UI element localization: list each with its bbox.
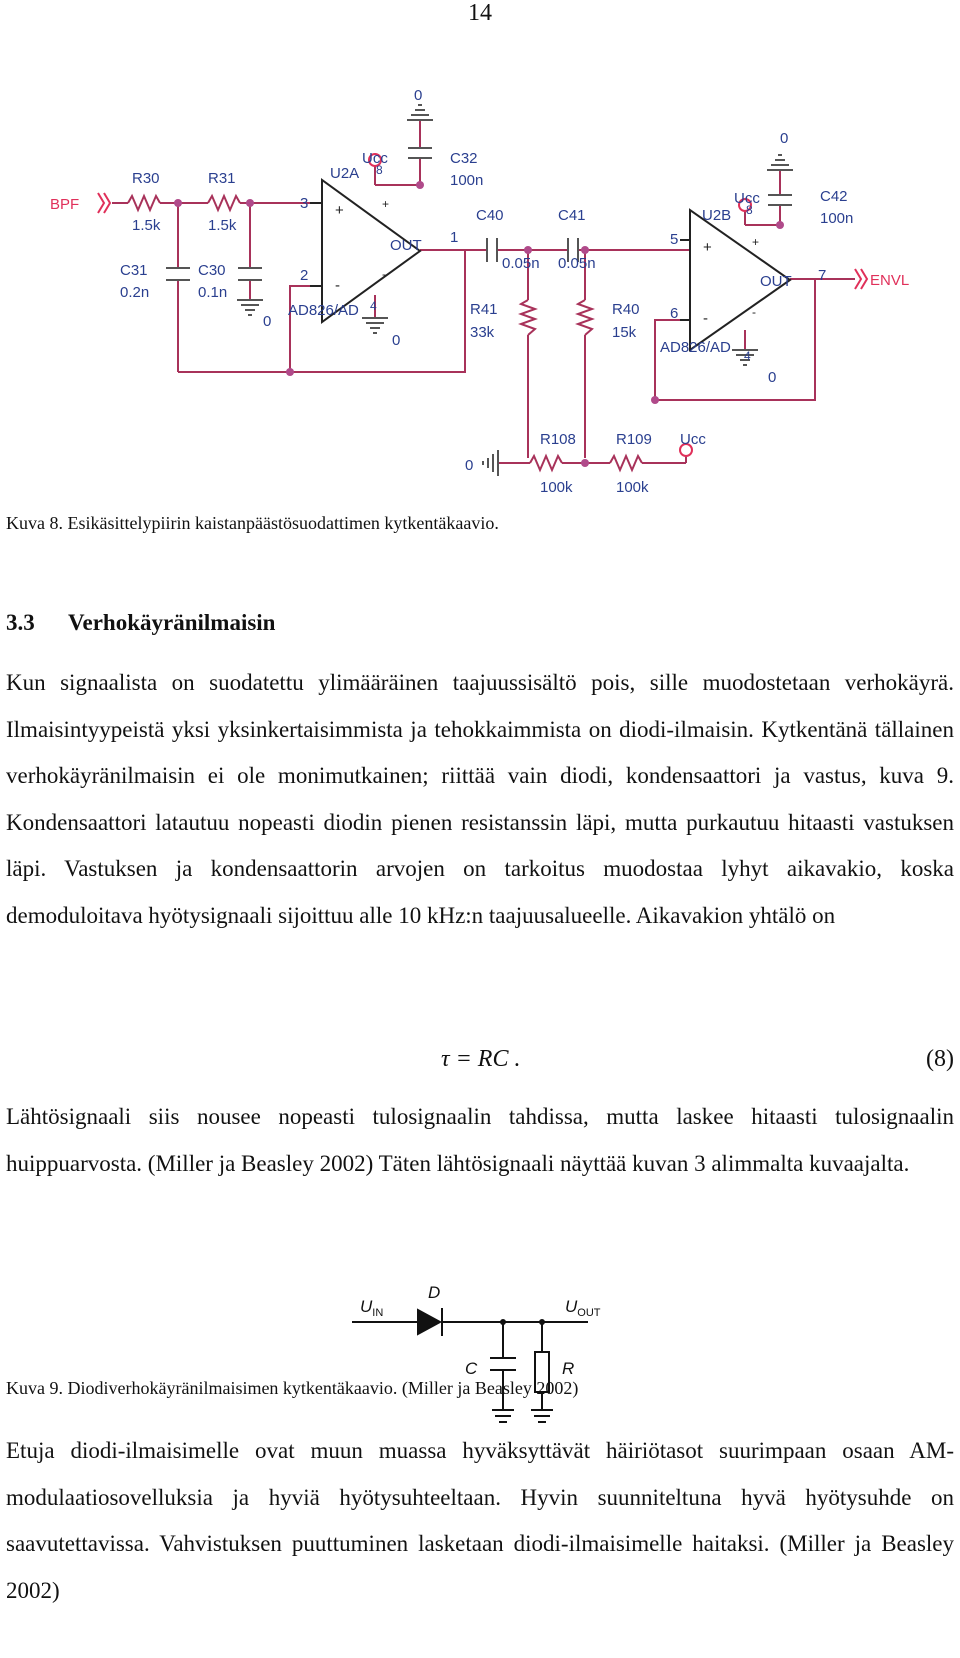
label-pin6: 6 [670, 305, 679, 322]
u2b-vminus: - [752, 305, 756, 319]
label-pin2: 2 [300, 267, 309, 284]
label-r31: R31 [208, 170, 236, 187]
u2a-vplus: + [382, 197, 390, 211]
label-c42-val: 100n [820, 210, 854, 227]
c30 [238, 268, 262, 280]
label-ucc-bias: Ucc [680, 431, 706, 448]
label-u-out: $U_{OUT}$ [565, 1297, 601, 1319]
r40 [578, 300, 592, 335]
paragraph-2: Lähtösignaali siis nousee nopeasti tulosignaalin tahdissa, mutta laskee hitaasti tulosignaalin huippuarvosta. (Miller ja Beasley 2002) Täten lähtösignaali näyttää kuvan 3 alimmalta kuvaajalta. [6, 1104, 954, 1176]
paragraph-3: Etuja diodi-ilmaisimelle ovat muun muassa hyväksyttävät häiriötasot suurimpaan osaan AM-modulaatiosovelluksia ja hyviä hyötysuhteeltaan. Hyvin suunniteltuna hyvä hyötysuhde on saavutettavissa. Vahvistuksen puuttuminen lasketaan diodi-ilmaisimelle haitaksi. (Miller ja Beasley 2002) [6, 1438, 954, 1603]
section-heading [6, 610, 275, 636]
label-c42: C42 [820, 188, 848, 205]
label-u2b: U2B [702, 207, 732, 224]
u2b-plus: + [703, 239, 712, 256]
bpf-port [98, 193, 104, 213]
label-c: C [465, 1359, 478, 1378]
label-pin4-u2a: 4 [370, 299, 377, 313]
u2b-vplus: + [752, 235, 760, 249]
c32 [408, 148, 432, 158]
u2a-minus: - [335, 277, 340, 294]
section-number: 3.3 [6, 610, 35, 635]
label-r108-val: 100k [540, 479, 573, 496]
fig9-grounds [492, 1410, 553, 1422]
diode-d [418, 1308, 442, 1336]
figure8-schematic [0, 0, 960, 500]
label-c31: C31 [120, 262, 148, 279]
label-pin1: 1 [450, 229, 459, 246]
equation-formula: τ = RC . [441, 1046, 521, 1072]
label-gnd-c32: 0 [414, 87, 423, 104]
label-r41: R41 [470, 301, 498, 318]
label-gnd-c42: 0 [780, 130, 789, 147]
label-r40: R40 [612, 301, 640, 318]
label-r30-val: 1.5k [132, 217, 161, 234]
label-pin7: 7 [818, 267, 827, 284]
c31 [166, 268, 190, 280]
label-r108: R108 [540, 431, 576, 448]
u2b-out: OUT [760, 273, 792, 290]
label-pin3: 3 [300, 195, 309, 212]
label-envl: ENVL [870, 272, 910, 289]
page-number: 14 [468, 0, 492, 26]
u2a-out: OUT [390, 237, 422, 254]
label-pin5: 5 [670, 231, 679, 248]
label-ucc-u2b: Ucc [734, 190, 760, 207]
label-r109-val: 100k [616, 479, 649, 496]
label-d: D [428, 1283, 441, 1302]
label-c32: C32 [450, 150, 478, 167]
label-c40-val: 0.05n [502, 255, 540, 272]
capacitor-c [490, 1358, 516, 1370]
label-c30: C30 [198, 262, 226, 279]
r31 [208, 196, 240, 210]
label-gnd-u2b: 0 [768, 369, 777, 386]
label-r109: R109 [616, 431, 652, 448]
u2b-minus: - [703, 310, 708, 327]
label-c41-val: 0.05n [558, 255, 596, 272]
label-r30: R30 [132, 170, 160, 187]
figure9-caption: Kuva 9. Diodiverhokäyränilmaisimen kytkentäkaavio. (Miller ja Beasley 2002) [6, 1378, 579, 1398]
label-c31-val: 0.2n [120, 284, 150, 301]
label-ucc-u2a: Ucc [362, 150, 388, 167]
u2a-plus: + [335, 202, 344, 219]
label-u2a: U2A [330, 165, 360, 182]
label-c40: C40 [476, 207, 504, 224]
label-ad826-u2a: AD826/AD [288, 302, 359, 319]
r108 [530, 456, 562, 470]
label-c32-val: 100n [450, 172, 484, 189]
label-gnd-u2a: 0 [392, 332, 401, 349]
r41 [521, 300, 535, 335]
u2a-vminus: - [382, 267, 386, 281]
figure8-caption: Kuva 8. Esikäsittelypiirin kaistanpäästösuodattimen kytkentäkaavio. [6, 513, 499, 533]
equation-8 [6, 1046, 954, 1086]
label-gnd-c30: 0 [263, 313, 272, 330]
op-amps [322, 180, 790, 350]
label-pin8-u2a: 8 [376, 163, 383, 177]
label-gnd-bias: 0 [465, 457, 474, 474]
section-title: Verhokäyränilmaisin [68, 610, 276, 635]
envl-port [855, 269, 861, 289]
label-pin8-u2b: 8 [746, 203, 753, 217]
fig9-labels [360, 1283, 601, 1378]
c40 [487, 238, 497, 262]
label-c41: C41 [558, 207, 586, 224]
label-bpf: BPF [50, 196, 80, 213]
figure9-schematic [0, 1270, 960, 1430]
label-r: R [562, 1359, 575, 1378]
label-r31-val: 1.5k [208, 217, 237, 234]
label-pin4-u2b: 4 [744, 349, 751, 363]
paragraph-1: Kun signaalista on suodatettu ylimääräinen taajuussisältö pois, sille muodostetaan verhokäyrä. Ilmaisintyypeistä yksi yksinkertaisimmista ja tehokkaimmista on diodi-ilmaisin. Kytkentänä tällainen verhokäyränilmaisin ei ole monimutkainen; riittää vain diodi, kondensaattori ja vastus, kuva 9. Kondensaattori latautuu nopeasti diodin pienen resistanssin läpi, mutta purkautuu hitaasti vastuksen läpi. Vastuksen ja kondensaattorin arvojen on tarkoitus muodostaa lyhyt aikavakio, koska demoduloitava hyötysignaali sijoittuu alle 10 kHz:n taajuusalueelle. Aikavakion yhtälö on [6, 670, 954, 928]
equation-number: (8) [926, 1046, 954, 1072]
label-ad826-u2b: AD826/AD [660, 339, 731, 356]
r30 [128, 196, 160, 210]
r109 [610, 456, 642, 470]
label-c30-val: 0.1n [198, 284, 228, 301]
label-r41-val: 33k [470, 324, 495, 341]
label-r40-val: 15k [612, 324, 637, 341]
label-u-in: $U_{IN}$ [360, 1297, 384, 1319]
c42 [768, 195, 792, 205]
